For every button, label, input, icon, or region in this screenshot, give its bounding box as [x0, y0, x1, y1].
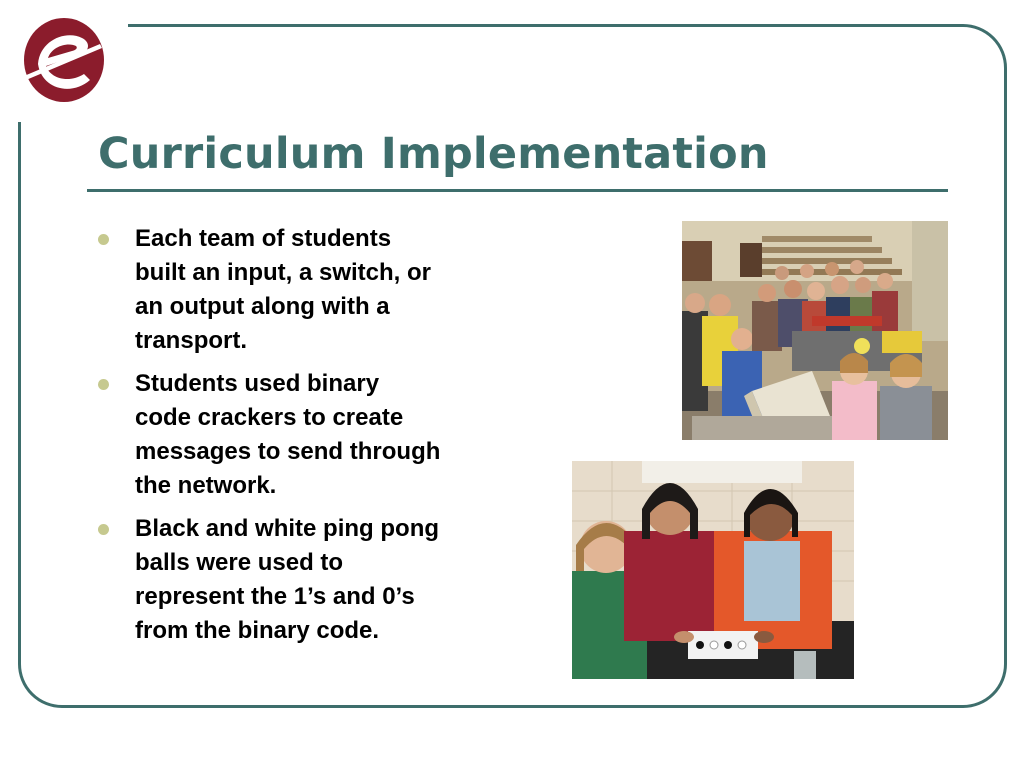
bullet-icon: [98, 379, 109, 390]
list-item: [98, 367, 518, 503]
list-item: [98, 512, 518, 648]
e-logo-icon: [20, 14, 108, 106]
bullet-list: [98, 222, 518, 657]
bullet-text: Black and white ping pong balls were used to represent the 1’s and 0’s from the binary code.: [135, 515, 440, 644]
classroom-group-photo: [682, 221, 948, 440]
title-divider: [87, 189, 948, 192]
bullet-text: Each team of students built an input, a switch, or an output along with a transport.: [135, 225, 432, 354]
students-at-table-photo: [572, 461, 854, 679]
page-title: Curriculum Implementation: [98, 129, 769, 179]
bullet-icon: [98, 234, 109, 245]
bullet-text: Students used binary code crackers to create messages to send through the network.: [135, 370, 441, 499]
list-item: [98, 222, 518, 358]
bullet-icon: [98, 524, 109, 535]
